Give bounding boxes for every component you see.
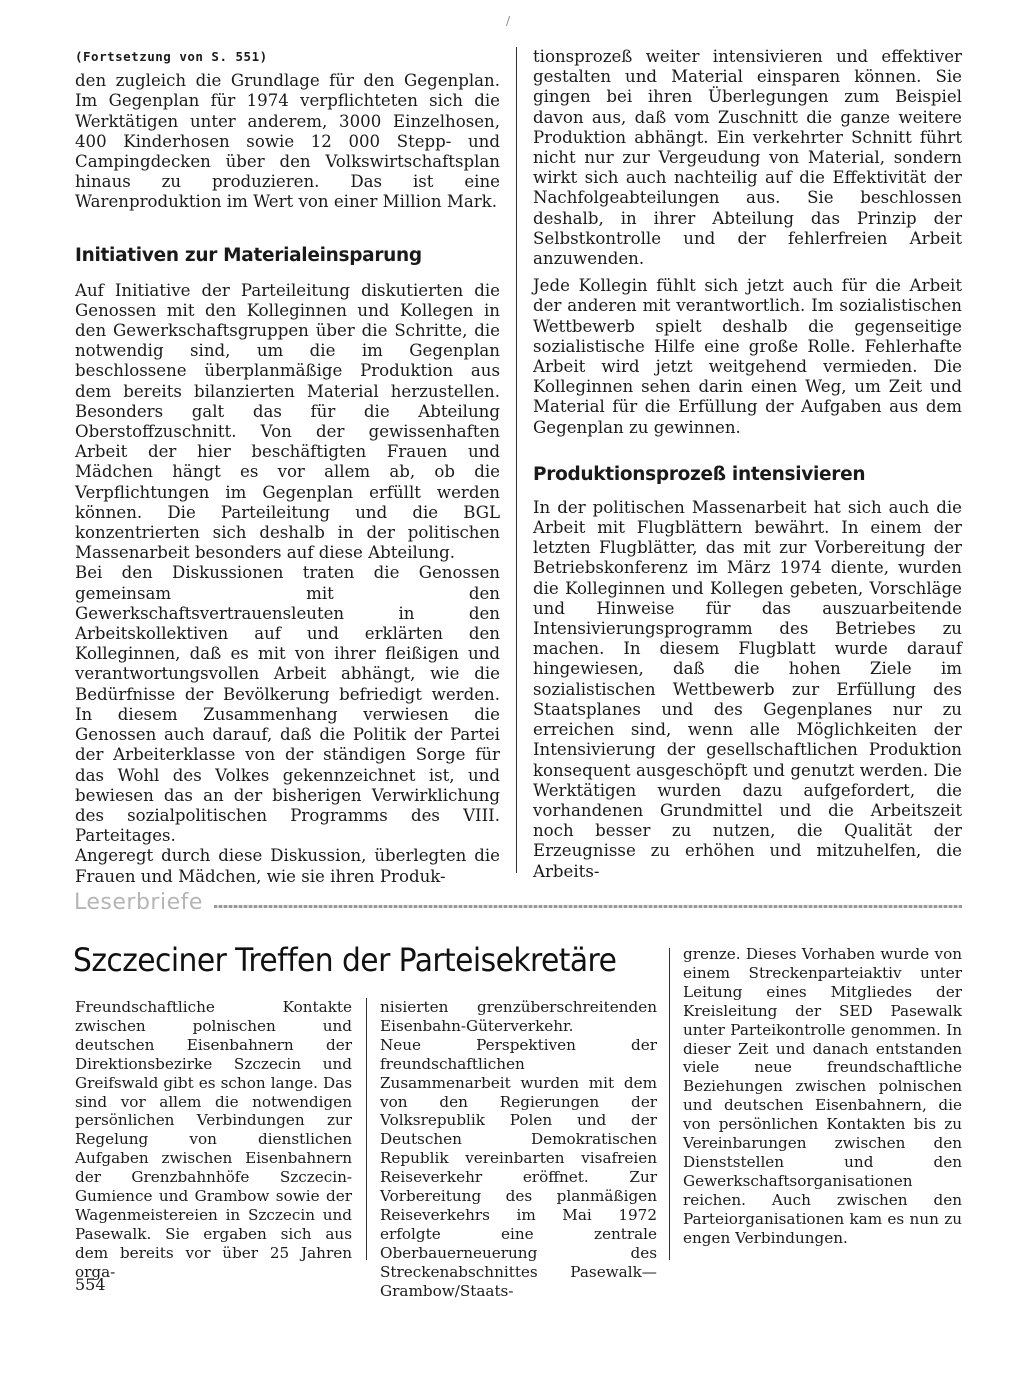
dotted-rule (214, 905, 962, 908)
column-divider (516, 47, 517, 873)
top-right-column (533, 47, 962, 882)
paragraph: nisierten grenzüberschreitenden Eisenbahn-Güterverkehr. (380, 998, 657, 1035)
section-heading: Initiativen zur Materialeinsparung (75, 244, 422, 266)
column-divider (669, 948, 670, 1260)
paragraph: Freundschaftliche Kontakte zwischen polnischen und deutschen Eisenbahnern der Direktionsbezirke Szczecin und Greifswald gibt es schon lange. Das sind vor allem die notwendigen persönlichen Verbindungen zur Regelung von dienstlichen Aufgaben zwischen Eisenbahnern der Grenzbahnhöfe Szczecin-Gumience und Grambow sowie der Wagenmeistereien in Szczecin und Pasewalk. Sie ergaben sich aus dem bereits vor über 25 Jahren orga- (75, 998, 352, 1281)
paragraph: In der politischen Massenarbeit hat sich auch die Arbeit mit Flugblättern bewährt. In einem der letzten Flugblätter, das mit zur Vorbereitung der Betriebskonferenz im März 1974 diente, wurden die Kolleginnen und Kollegen gebeten, Vorschläge und Hinweise für das auszuarbeitende Intensivierungsprogramm des Betriebes zu machen. In diesem Flugblatt wurde darauf hingewiesen, daß die hohen Ziele im sozialistischen Wettbewerb zur Erfüllung des Staatsplanes und des Gegenplanes nur zu erreichen sind, wenn alle Möglichkeiten der Intensivierung der gesellschaftlichen Produktion konsequent ausgeschöpft und genutzt werden. Die Werktätigen wurden dazu aufgefordert, die vorhandenen Grundmittel und die Arbeitszeit noch besser zu nutzen, die Qualität der Erzeugnisse zu erhöhen und mitzuhelfen, die Arbeits- (533, 497, 962, 881)
article-headline: Szczeciner Treffen der Parteisekretäre (73, 941, 617, 979)
section-label: Leserbriefe (74, 890, 203, 915)
article-column-3 (683, 945, 962, 1248)
top-left-column (75, 47, 500, 887)
paragraph: Angeregt durch diese Diskussion, überlegten die Frauen und Mädchen, wie sie ihren Produk- (75, 846, 500, 886)
paragraph: grenze. Dieses Vorhaben wurde von einem Streckenparteiaktiv unter Leitung eines Mitgliedes der Kreisleitung der SED Pasewalk unter Parteikontrolle genommen. In dieser Zeit und danach entstanden viele neue freundschaftliche Beziehungen zwischen polnischen und deutschen Eisenbahnern, die von persönlichen Kontakten bis zu Vereinbarungen zwischen den Dienststellen und den Gewerkschaftsorganisationen reichen. Auch zwischen den Parteiorganisationen kam es nun zu engen Verbindungen. (683, 945, 962, 1247)
paragraph: Jede Kollegin fühlt sich jetzt auch für die Arbeit der anderen mit verantwortlich. Im sozialistischen Wettbewerb spielt deshalb die gegenseitige sozialistische Hilfe eine große Rolle. Fehlerhafte Arbeit wird jetzt weitgehend vermieden. Die Kolleginnen sehen darin einen Weg, um Zeit und Material für die Erfüllung der Aufgaben aus dem Gegenplan zu gewinnen. (533, 276, 962, 437)
article-column-2 (380, 998, 657, 1301)
scan-mark: / (506, 14, 511, 28)
section-heading: Produktionsprozeß intensivieren (533, 463, 866, 485)
article-column-1 (75, 998, 352, 1282)
paragraph: Neue Perspektiven der freundschaftlichen Zusammenarbeit wurden mit dem von den Regierungen der Volksrepublik Polen und der Deutschen Demokratischen Republik vereinbarten visafreien Reiseverkehr eröffnet. Zur Vorbereitung des planmäßigen Reiseverkehrs im Mai 1972 erfolgte eine zentrale Oberbauerneuerung des Streckenabschnittes Pasewalk—Grambow/Staats- (380, 1035, 657, 1300)
paragraph: tionsprozeß weiter intensivieren und effektiver gestalten und Material einsparen können. Sie gingen bei ihren Überlegungen zum Beispiel davon aus, daß vom Zuschnitt die ganze weitere Produktion abhängt. Ein verkehrter Schnitt führt nicht nur zur Vergeudung von Material, sondern wirkt sich auch nachteilig auf die Effektivität der Nachfolgeabteilungen aus. Sie beschlossen deshalb, in ihrer Abteilung das Prinzip der Selbstkontrolle und der fehlerfreien Arbeit anzuwenden. (533, 47, 962, 269)
paragraph: den zugleich die Grundlage für den Gegenplan. Im Gegenplan für 1974 verpflichteten sich die Werktätigen unter anderem, 3000 Einzelhosen, 400 Kinderhosen sowie 12 000 Stepp- und Campingdecken über den Volkswirtschaftsplan hinaus zu produzieren. Das ist eine Warenproduktion im Wert von einer Million Mark. (75, 71, 500, 212)
paragraph: Bei den Diskussionen traten die Genossen gemeinsam mit den Gewerkschaftsvertrauensleuten in den Arbeitskollektiven auf und erklärten den Kolleginnen, daß es mit von ihrer fleißigen und verantwortungsvollen Arbeit abhängt, wie die Bedürfnisse der Bevölkerung befriedigt werden. In diesem Zusammenhang verwiesen die Genossen auch darauf, daß die Politik der Partei der Arbeiterklasse von der ständigen Sorge für das Wohl des Volkes gekennzeichnet ist, und bewiesen das an der bisherigen Verwirklichung des sozialpolitischen Programms des VIII. Parteitages. (75, 563, 500, 846)
continuation-note: (Fortsetzung von S. 551) (75, 49, 268, 64)
page-number: 554 (75, 1275, 106, 1294)
paragraph: Auf Initiative der Parteileitung diskutierten die Genossen mit den Kolleginnen und Kollegen in den Gewerkschaftsgruppen über die Schritte, die notwendig sind, um die im Gegenplan beschlossene überplanmäßige Produktion aus dem bereits bilanzierten Material herzustellen. Besonders galt das für die Abteilung Oberstoffzuschnitt. Von der gewissenhaften Arbeit der hier beschäftigten Frauen und Mädchen hängt es vor allem ab, ob die Verpflichtungen im Gegenplan erfüllt werden können. Die Parteileitung und die BGL konzentrierten sich deshalb in der politischen Massenarbeit besonders auf diese Abteilung. (75, 280, 500, 563)
column-divider (366, 998, 367, 1260)
